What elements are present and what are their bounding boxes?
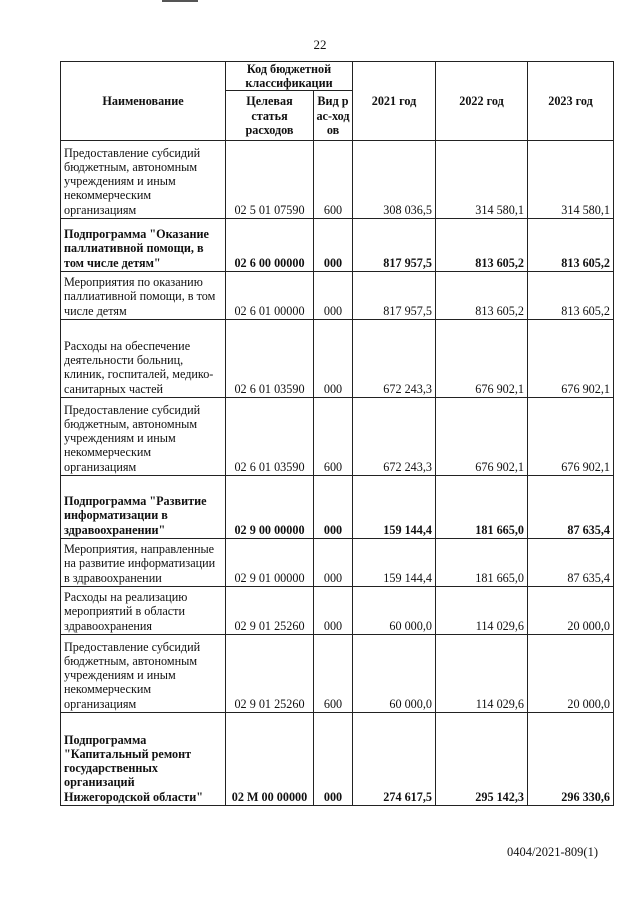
cell-y2021: 308 036,5 <box>353 141 436 219</box>
cell-y2022: 114 029,6 <box>436 587 528 635</box>
cell-name: Мероприятия, направленные на развитие информатизации в здравоохранении <box>61 539 226 587</box>
table-row <box>61 141 614 219</box>
cell-y2021: 817 957,5 <box>353 219 436 272</box>
cell-y2021: 672 243,3 <box>353 398 436 476</box>
scan-mark <box>162 0 198 2</box>
table-row <box>61 272 614 320</box>
cell-name: Расходы на реализацию мероприятий в области здравоохранения <box>61 587 226 635</box>
cell-type: 000 <box>314 272 353 320</box>
cell-y2021: 817 957,5 <box>353 272 436 320</box>
cell-y2022: 314 580,1 <box>436 141 528 219</box>
cell-y2023: 676 902,1 <box>528 398 614 476</box>
cell-y2022: 813 605,2 <box>436 219 528 272</box>
cell-code: 02 9 01 25260 <box>226 587 314 635</box>
header-budget-code: Код бюджетной классификации <box>226 62 353 91</box>
cell-y2021: 159 144,4 <box>353 539 436 587</box>
cell-y2023: 813 605,2 <box>528 272 614 320</box>
cell-code: 02 5 01 07590 <box>226 141 314 219</box>
cell-y2023: 87 635,4 <box>528 476 614 539</box>
table-body <box>61 141 614 806</box>
table-row <box>61 219 614 272</box>
table-row <box>61 713 614 806</box>
cell-y2022: 181 665,0 <box>436 539 528 587</box>
cell-name: Предоставление субсидий бюджетным, автономным учреждениям и иным некоммерческим организациям <box>61 141 226 219</box>
header-year-2022: 2022 год <box>436 62 528 141</box>
cell-y2022: 813 605,2 <box>436 272 528 320</box>
cell-type: 000 <box>314 587 353 635</box>
header-target-article: Целевая статья расходов <box>226 91 314 141</box>
cell-y2022: 181 665,0 <box>436 476 528 539</box>
cell-y2023: 20 000,0 <box>528 635 614 713</box>
cell-code: 02 6 01 03590 <box>226 320 314 398</box>
cell-name: Расходы на обеспечение деятельности больниц, клиник, госпиталей, медико-санитарных частей <box>61 320 226 398</box>
cell-y2023: 676 902,1 <box>528 320 614 398</box>
budget-table <box>60 61 614 806</box>
cell-type: 000 <box>314 713 353 806</box>
table-row <box>61 635 614 713</box>
table-row <box>61 320 614 398</box>
cell-y2022: 114 029,6 <box>436 635 528 713</box>
cell-y2023: 20 000,0 <box>528 587 614 635</box>
cell-code: 02 9 01 25260 <box>226 635 314 713</box>
cell-type: 000 <box>314 320 353 398</box>
cell-code: 02 6 01 03590 <box>226 398 314 476</box>
cell-y2022: 295 142,3 <box>436 713 528 806</box>
cell-name: Подпрограмма "Капитальный ремонт государственных организаций Нижегородской области" <box>61 713 226 806</box>
cell-type: 000 <box>314 539 353 587</box>
header-year-2023: 2023 год <box>528 62 614 141</box>
cell-y2023: 296 330,6 <box>528 713 614 806</box>
cell-name: Мероприятия по оказанию паллиативной помощи, в том числе детям <box>61 272 226 320</box>
cell-type: 600 <box>314 635 353 713</box>
cell-code: 02 6 01 00000 <box>226 272 314 320</box>
cell-type: 000 <box>314 476 353 539</box>
header-name: Наименование <box>61 62 226 141</box>
table-row <box>61 398 614 476</box>
cell-y2021: 672 243,3 <box>353 320 436 398</box>
table-row <box>61 476 614 539</box>
page-number: 22 <box>313 37 327 52</box>
document-code: 0404/2021-809(1) <box>507 845 598 859</box>
cell-name: Подпрограмма "Развитие информатизации в здравоохранении" <box>61 476 226 539</box>
cell-type: 600 <box>314 141 353 219</box>
table-row <box>61 539 614 587</box>
cell-code: 02 9 00 00000 <box>226 476 314 539</box>
cell-y2023: 813 605,2 <box>528 219 614 272</box>
header-expense-type: Вид рас-ходов <box>314 91 353 141</box>
cell-type: 000 <box>314 219 353 272</box>
cell-name: Предоставление субсидий бюджетным, автономным учреждениям и иным некоммерческим организациям <box>61 398 226 476</box>
cell-name: Подпрограмма "Оказание паллиативной помощи, в том числе детям" <box>61 219 226 272</box>
cell-y2022: 676 902,1 <box>436 398 528 476</box>
cell-code: 02 6 00 00000 <box>226 219 314 272</box>
cell-y2021: 274 617,5 <box>353 713 436 806</box>
cell-y2022: 676 902,1 <box>436 320 528 398</box>
cell-y2021: 60 000,0 <box>353 635 436 713</box>
cell-y2021: 159 144,4 <box>353 476 436 539</box>
cell-y2023: 87 635,4 <box>528 539 614 587</box>
cell-type: 600 <box>314 398 353 476</box>
cell-code: 02 М 00 00000 <box>226 713 314 806</box>
cell-y2023: 314 580,1 <box>528 141 614 219</box>
cell-code: 02 9 01 00000 <box>226 539 314 587</box>
table-row <box>61 587 614 635</box>
header-year-2021: 2021 год <box>353 62 436 141</box>
cell-name: Предоставление субсидий бюджетным, автономным учреждениям и иным некоммерческим организациям <box>61 635 226 713</box>
cell-y2021: 60 000,0 <box>353 587 436 635</box>
